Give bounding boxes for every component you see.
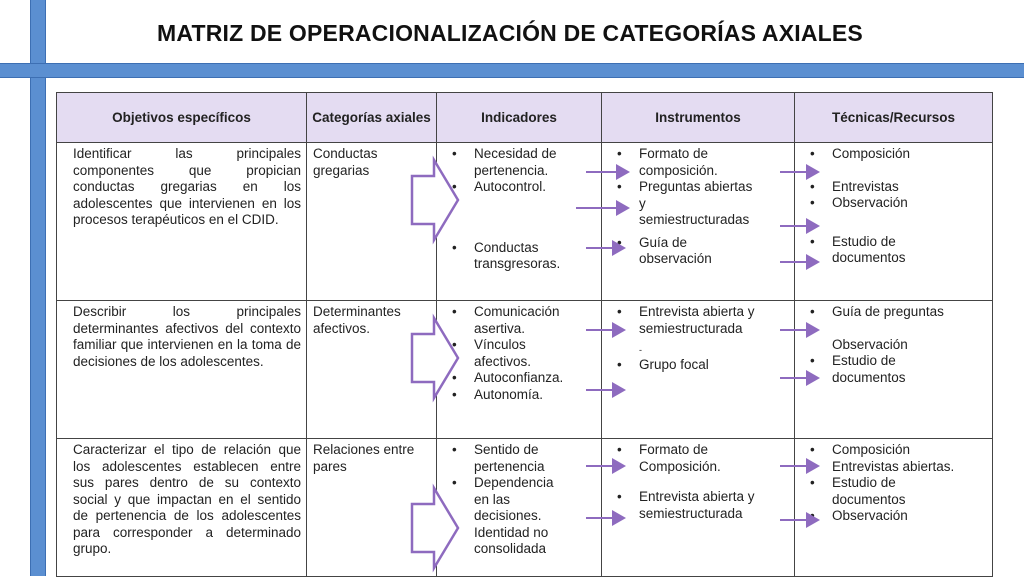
instruments-cell <box>602 301 795 439</box>
header-instrumentos: Instrumentos <box>602 93 795 143</box>
indicator-item: • Conductas transgresoras. <box>474 240 596 273</box>
header-tecnicas: Técnicas/Recursos <box>795 93 993 143</box>
techniques-cell <box>795 439 993 577</box>
indicator-item: • Sentido de pertenencia <box>474 442 596 475</box>
header-indicadores: Indicadores <box>437 93 602 143</box>
category-cell: Conductas gregarias <box>307 143 437 301</box>
technique-item <box>832 321 987 337</box>
indicator-item: • Vínculos afectivos. <box>474 337 596 370</box>
instrument-item: • Entrevista abierta y semiestructurada <box>639 304 789 337</box>
objective-cell: Identificar las principales componentes que propician conductas gregarias en los adolescentes que intervienen en los procesos terapéuticos en el CDID. <box>57 143 307 301</box>
instrument-item: • Preguntas abiertas y semiestructuradas <box>639 179 789 229</box>
header-row <box>57 93 993 143</box>
spacer <box>474 218 596 240</box>
technique-item: • Estudio de documentos <box>832 353 987 386</box>
indicator-item: • Dependencia en las decisiones. <box>474 475 596 525</box>
slide-title: MATRIZ DE OPERACIONALIZACIÓN DE CATEGORÍAS AXIALES <box>157 20 863 46</box>
technique-item: • Estudio de documentos <box>832 234 987 267</box>
instruments-cell <box>602 439 795 577</box>
top-accent-bar <box>0 63 1024 78</box>
techniques-cell <box>795 301 993 439</box>
header-objetivos: Objetivos específicos <box>57 93 307 143</box>
category-cell: Determinantes afectivos. <box>307 301 437 439</box>
indicator-item: • Comunicación asertiva. <box>474 304 596 337</box>
technique-item: • Entrevistas abiertas. <box>832 459 987 476</box>
category-cell: Relaciones entre pares <box>307 439 437 577</box>
table-row <box>57 439 993 577</box>
technique-item: • Estudio de documentos <box>832 475 987 508</box>
spacer <box>832 212 987 234</box>
left-accent-bar <box>30 0 46 576</box>
objective-cell: Caracterizar el tipo de relación que los adolescentes establecen entre sus pares dentro de su contexto social y que impactan en el sentido de pertenencia de los adolescentes para corresponder a determinado grupo. <box>57 439 307 577</box>
indicator-item: • Identidad no consolidada <box>474 525 596 558</box>
spacer <box>832 163 987 179</box>
technique-item: • Guía de preguntas <box>832 304 987 321</box>
indicators-cell <box>437 301 602 439</box>
spacer <box>474 196 596 218</box>
indicators-cell <box>437 143 602 301</box>
dash-mark: - <box>639 345 642 355</box>
indicator-item: • Autonomía. <box>474 387 596 404</box>
spacer <box>639 475 789 489</box>
instrument-item: • Guía de observación <box>639 235 789 268</box>
technique-item: • Entrevistas <box>832 179 987 196</box>
objective-cell: Describir los principales determinantes afectivos del contexto familiar que intervienen en la toma de decisiones de los adolescentes. <box>57 301 307 439</box>
technique-item: • Composición <box>832 442 987 459</box>
operationalization-table <box>56 92 993 577</box>
techniques-cell <box>795 143 993 301</box>
table-row <box>57 301 993 439</box>
header-categorias: Categorías axiales <box>307 93 437 143</box>
indicator-item: • Autocontrol. <box>474 179 596 196</box>
instrument-item: • Entrevista abierta y semiestructurada <box>639 489 789 522</box>
instrument-item: • Formato de composición. <box>639 146 789 179</box>
indicator-item: • Autoconfianza. <box>474 370 596 387</box>
indicator-item: • Necesidad de pertenencia. <box>474 146 596 179</box>
instrument-item: • Grupo focal <box>639 357 789 374</box>
technique-item: Observación <box>832 336 908 352</box>
technique-item: • Composición <box>832 146 987 163</box>
technique-item: • Observación <box>832 195 987 212</box>
instrument-item: • Formato de Composición. <box>639 442 789 475</box>
technique-item: • Observación <box>832 508 987 525</box>
instruments-cell <box>602 143 795 301</box>
table-row <box>57 143 993 301</box>
indicators-cell <box>437 439 602 577</box>
